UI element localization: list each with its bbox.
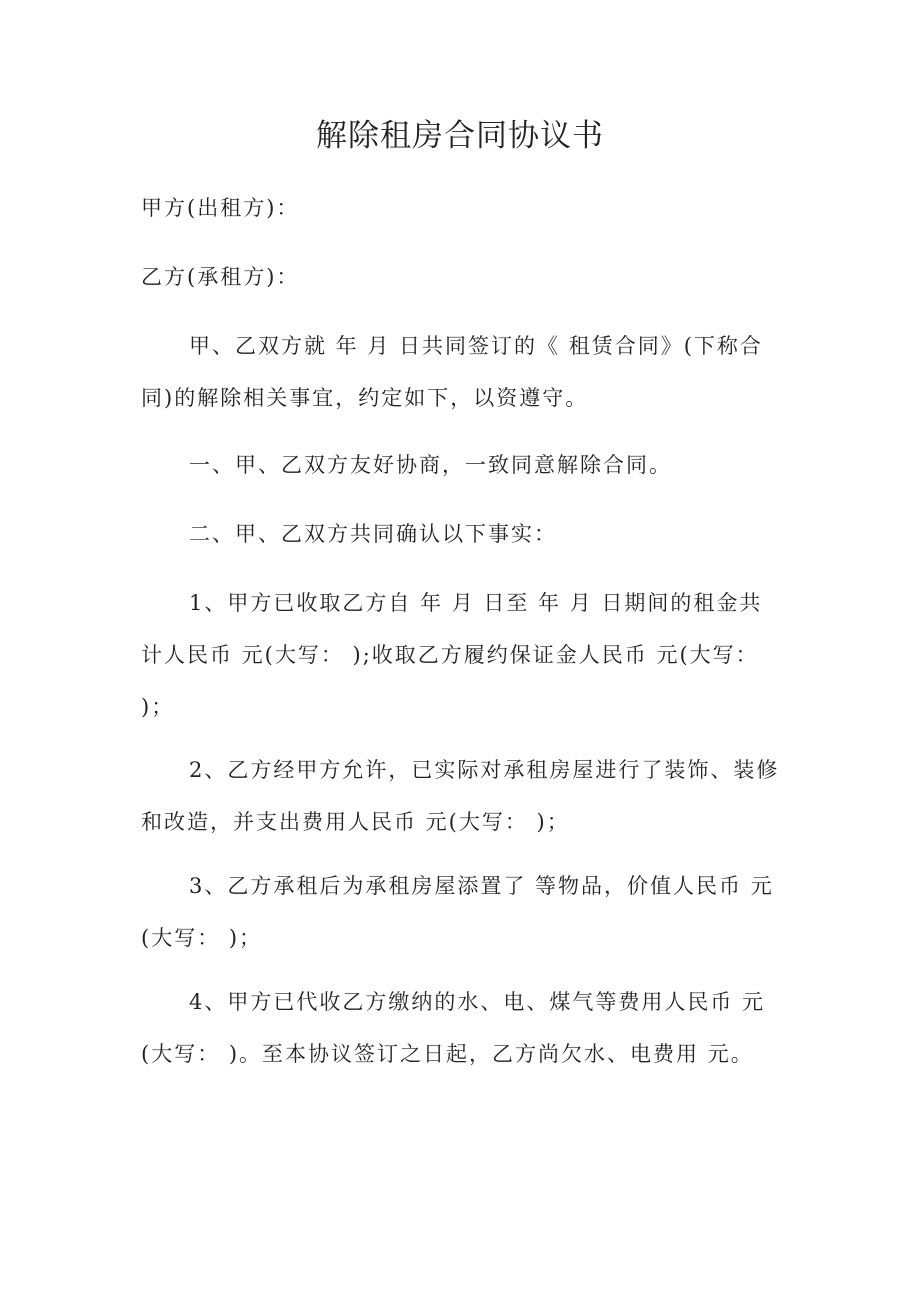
intro-paragraph: 甲、乙双方就 年 月 日共同签订的《 租赁合同》(下称合同)的解除相关事宜，约定如下，以资遵守。 bbox=[141, 334, 763, 410]
clause-two: 二、甲、乙双方共同确认以下事实： bbox=[189, 522, 557, 546]
fact-item-3: 3、乙方承租后为承租房屋添置了 等物品，价值人民币 元(大写： )； bbox=[141, 874, 774, 950]
clause-one: 一、甲、乙双方友好协商，一致同意解除合同。 bbox=[189, 453, 672, 477]
document-title: 解除租房合同协议书 bbox=[316, 118, 604, 154]
party-a-label: 甲方(出租方)： bbox=[141, 196, 300, 220]
fact-item-2: 2、乙方经甲方允许，已实际对承租房屋进行了装饰、装修和改造，并支出费用人民币 元(大写： )； bbox=[141, 758, 780, 834]
fact-item-1: 1、甲方已收取乙方自 年 月 日至 年 月 日期间的租金共计人民币 元(大写： );收取乙方履约保证金人民币 元(大写： )； bbox=[141, 591, 763, 719]
fact-item-4: 4、甲方已代收乙方缴纳的水、电、煤气等费用人民币 元(大写： )。至本协议签订之日起，乙方尚欠水、电费用 元。 bbox=[141, 990, 766, 1066]
party-b-label: 乙方(承租方)： bbox=[141, 265, 300, 289]
